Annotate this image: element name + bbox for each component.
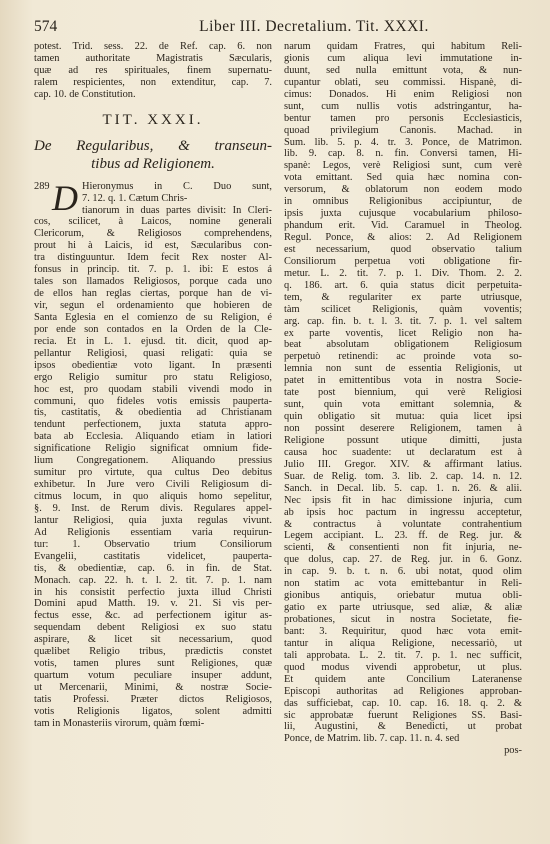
text-line: perpetuò retinendi: ac proinde vota so-	[284, 351, 522, 363]
text-line: Et quidem ante Concilium Lateranense	[284, 673, 522, 685]
text-line: Sum. lib. 5. p. 4. tr. 3. Ponce, de Matrimon.	[284, 136, 522, 148]
text-line: quod modus vivendi approbetur, ut plus.	[284, 661, 522, 673]
text-line: Legem accipiant. L. 23. ff. de Reg. jur. &	[284, 530, 522, 542]
text-line: tate post biennium, qui verè Religiosi	[284, 387, 522, 399]
text-line: tianorum in duas partes divisit: In Cleri-	[82, 204, 272, 216]
text-columns	[34, 41, 524, 757]
text-line: non possint deserere Religionem, tamen à	[284, 423, 522, 434]
text-line: non statim ac vota emittebantur in Reli-	[284, 578, 522, 590]
text-line: fonsus in princip. tit. 7. p. 1. ibi: E estos á	[34, 264, 272, 276]
text-line: metur. L. 2. tit. 7. p. 1. Div. Thom. 2. 2.	[284, 267, 522, 279]
text-line: in omnibus Religionibus accipiuntur, de	[284, 196, 522, 208]
text-line: sunt, quin vota emittant solemnia, &	[284, 399, 522, 411]
text-line: Domini apud Matth. 19. v. 21. Si vis per-	[34, 598, 272, 610]
text-line: gatio ex parte utriusque, sed aliæ, & aliæ	[284, 602, 522, 614]
text-line: cap. 10. de Constitution.	[34, 88, 136, 100]
text-line: Santa Eglesia en el comienzo de su Religion, é	[34, 311, 272, 323]
text-line: que dolus, cap. 27. de Reg. jur. in 6. Gonz.	[284, 554, 522, 566]
text-line: communi, quo fideles votis emissis pauperta-	[34, 395, 272, 407]
text-line: Sanch. in Decal. lib. 5. cap. 1. n. 26. & alii.	[284, 482, 522, 494]
text-line: gionibus antiquis, oriebatur mutua obli-	[284, 590, 522, 602]
text-line: bant: 3. Requiritur, quod hæc vota emit-	[284, 625, 522, 637]
text-line: ralem respicientes, non extenditur, cap. 7.	[34, 76, 272, 88]
text-line: vir, segun el ordenamiento que hobieren de	[34, 300, 272, 312]
text-line: Hieronymus in C. Duo sunt,	[82, 180, 272, 192]
text-line: in his consistit perfectio juxta illud Christi	[34, 586, 272, 598]
text-line: quælibet Religio tribus, prædictis constet	[34, 646, 272, 658]
text-line: sequendam debent Religiosi ex suo statu	[34, 622, 272, 634]
text-line: narum quidam Fratres, qui habitum Reli-	[284, 41, 522, 52]
text-line: sumitur pro virtute, qua cultus Deo debitus	[34, 467, 272, 479]
text-line: tis, castitatis, & obedientia ad Christianam	[34, 407, 272, 419]
text-line: Nec ipsis fit in hac dimissione injuria, cum	[284, 494, 522, 506]
text-line: ex parte voventis, licet Religio non ha-	[284, 327, 522, 339]
text-line: significatione Religio significat omnium fide-	[34, 443, 272, 455]
text-line: lib. 9. cap. 8. n. fin. Conversi tamen, Hi-	[284, 148, 522, 160]
text-line: in cap. 9. b. t. n. 6. ubi notat, quod olim	[284, 566, 522, 578]
text-line: cupantur oblati, seu commissi. Hispanè, di-	[284, 76, 522, 88]
text-line: por ende son contados en la Orden de la Cle-	[34, 323, 272, 335]
text-line: patet in emittentibus vota in nostra Socie-	[284, 375, 522, 387]
text-line: & contractus à voluntate contrahentium	[284, 518, 522, 530]
text-line: bentur tamen pro personis Ecclesiasticis,	[284, 112, 522, 124]
text-line: 7. 12. q. 1. Cætum Chris-	[82, 192, 188, 204]
text-line: ab ipsis hoc pactum in ingressu acceptetur,	[284, 506, 522, 518]
text-line: tales son llamados Religiosos, porque cada uno	[34, 276, 272, 288]
text-line: tur: 1. Observatio trium Consiliorum	[34, 538, 272, 550]
text-line: potest. Trid. sess. 22. de Ref. cap. 6. non	[34, 41, 272, 52]
text-line: cimus: Donados. Hi enim Religiosi non	[284, 88, 522, 100]
paragraph-number: 289	[34, 180, 50, 192]
text-line: recia. Et in L. 1. ejusd. tit. dicit, quod ap-	[34, 335, 272, 347]
text-line: lii, Augustini, & Benedicti, ut probat	[284, 721, 522, 733]
text-line: spanè: Legos, verè Religiosi sunt, cum verè	[284, 160, 522, 172]
text-line: ipsos obedientiæ voto ligant. In præsenti	[34, 359, 272, 371]
text-line: cos, scilicet, à Laicos, nomine generali	[34, 216, 272, 228]
text-line: Evangelii, castitatis videlicet, pauperta-	[34, 550, 272, 562]
text-line: lantur Religiosi, quia juxta regulas vivunt.	[34, 514, 272, 526]
text-line: ipsis juxta cujusque vocabularium philoso-	[284, 208, 522, 220]
page-number: 574	[34, 18, 58, 35]
text-line: quæ ad res spirituales, finem supernatu-	[34, 64, 272, 76]
text-line: tis, & obedientiæ, cap. 6. in fin. de Stat.	[34, 562, 272, 574]
text-line: §. 9. Inst. de Rerum divis. Regulares appel-	[34, 502, 272, 514]
section-heading	[34, 137, 272, 173]
text-line: tàm scilicet Religionis, quàm voventis;	[284, 303, 522, 315]
text-line: citmus locum, in quo aliquis homo sepelitur,	[34, 491, 272, 503]
text-line: causa hoc suadente: ut declaratum est à	[284, 446, 522, 458]
text-line: probationes, sicut in nostra Societate, fie-	[284, 614, 522, 625]
text-line: Episcopi authoritas ad Religiones approban-	[284, 685, 522, 697]
right-body-text	[284, 41, 522, 745]
text-line: de ellos han reglas ciertas, porque han de vi-	[34, 288, 272, 300]
drop-cap: D	[52, 177, 78, 218]
text-line: das sufficiebat, cap. 10. cap. 16. 18. q. 2. &	[284, 697, 522, 709]
text-line: arg. cap. fin. b. t. l. 3. tit. 7. p. 1. vel saltem	[284, 315, 522, 327]
text-line: tantur in aliqua Religione, necessariò, ut	[284, 637, 522, 649]
text-line: hoc est, pro quodam stabili vivendi modo in	[34, 383, 272, 395]
text-line: ut Mercenarii, Minimi, & nostræ Socie-	[34, 682, 272, 694]
right-column	[284, 41, 522, 757]
text-line: tendunt perfectionem, juxta statuta appro-	[34, 419, 272, 431]
text-line: tem, & regulariter ex parte utriusque,	[284, 291, 522, 303]
text-line: bata ab Ecclesia. Aliquando etiam in latiori	[34, 431, 272, 443]
text-line: Ad Religionis essentiam varia requirun-	[34, 526, 272, 538]
text-line: pellantur Religiosi, quasi religati: quia se	[34, 347, 272, 359]
text-line: Regul. Ponce, & alios: 2. Ad Religionem	[284, 232, 522, 243]
text-line: ergo Religio sumitur pro statu Religioso,	[34, 371, 272, 383]
text-line: sunt, cum nullis votis adstringantur, ha-	[284, 100, 522, 112]
text-line: tam in Monasteriis virorum, quàm fœmi-	[34, 717, 205, 729]
text-line: tamen authoritate Magistratis Sæcularis,	[34, 52, 272, 64]
text-line: tali approbata. L. 2. tit. 7. p. 1. nec sufficit,	[284, 649, 522, 661]
left-body-text	[34, 205, 272, 730]
text-line: fectus esse, &c. ad perfectionem igitur as-	[34, 610, 272, 622]
text-line: q. 186. art. 6. quia status dicit perpetuita-	[284, 279, 522, 291]
text-line: exhibetur. In Jure vero Civili Religiosum di-	[34, 479, 272, 491]
text-line: lemnia non sunt de essentia Religionis, ut	[284, 363, 522, 375]
text-line: duunt, sed nulla emittunt vota, & nun-	[284, 64, 522, 76]
text-line: quoad privilegium Canonis. Machad. in	[284, 124, 522, 136]
text-line: Julio III. Gregor. XIV. & affirmant latius.	[284, 458, 522, 470]
text-line: scienti, & consentienti non fit injuria, ne-	[284, 542, 522, 554]
heading-line-2: tibus ad Religionem.	[91, 155, 215, 172]
text-line: tra distinguuntur. Idem fecit Rex noster Al-	[34, 252, 272, 264]
text-line: Clericorum, & Religiosos comprehendens,	[34, 228, 272, 240]
running-title: Liber III. Decretalium. Tit. XXXI.	[199, 18, 429, 35]
text-line: gionis cum aliqua levi immutatione in-	[284, 52, 522, 64]
text-line: est necessarium, quod observatio talium	[284, 243, 522, 255]
text-line: aspirare, & licet sit necessarium, quod	[34, 634, 272, 646]
heading-line-1: De Regularibus, & transeun-	[34, 137, 272, 154]
text-line: versorum, & oblatorum non eodem modo	[284, 184, 522, 196]
text-line: Religione possunt utique dimitti, justa	[284, 434, 522, 446]
text-line: Monach. cap. 22. h. t. l. 2. tit. 7. p. 1. nam	[34, 574, 272, 586]
left-top-paragraph	[34, 41, 272, 101]
text-line: votis Religionis ligatos, solent admitti	[34, 705, 272, 717]
left-column	[34, 41, 272, 757]
text-line: tatis Professi. Præter dictos Religiosos,	[34, 693, 272, 705]
text-line: vota emittant. Sed quia hæc nomina con-	[284, 172, 522, 184]
text-line: sic approbatæ fuerunt Religiones SS. Basi-	[284, 709, 522, 721]
text-line: quartum votum peculiare insuper addunt,	[34, 670, 272, 682]
text-line: beat absolutam obligationem Religiosum	[284, 339, 522, 351]
text-line: lium Congregationem. Aliquando pressius	[34, 455, 272, 467]
section-title: TIT. XXXI.	[102, 111, 204, 128]
text-line: quin obligatio sit mutua: quia licet ipsi	[284, 411, 522, 423]
catchword: pos-	[504, 745, 522, 757]
text-line: Ponce, de Matrim. lib. 7. cap. 11. n. 4. sed	[284, 733, 460, 745]
text-line: votis, tamen plures sunt Religiones, quæ	[34, 658, 272, 670]
text-line: Suar. de Relig. tom. 3. lib. 2. cap. 14. n. 12.	[284, 470, 522, 482]
page-header	[34, 18, 524, 39]
text-line: prout hi à Laicis, id est, Sæcularibus con-	[34, 240, 272, 252]
text-line: Consiliorum perpetua voti obligatione fir-	[284, 255, 522, 267]
text-line: phandum erit. Vid. Caramuel in Theolog.	[284, 220, 522, 232]
